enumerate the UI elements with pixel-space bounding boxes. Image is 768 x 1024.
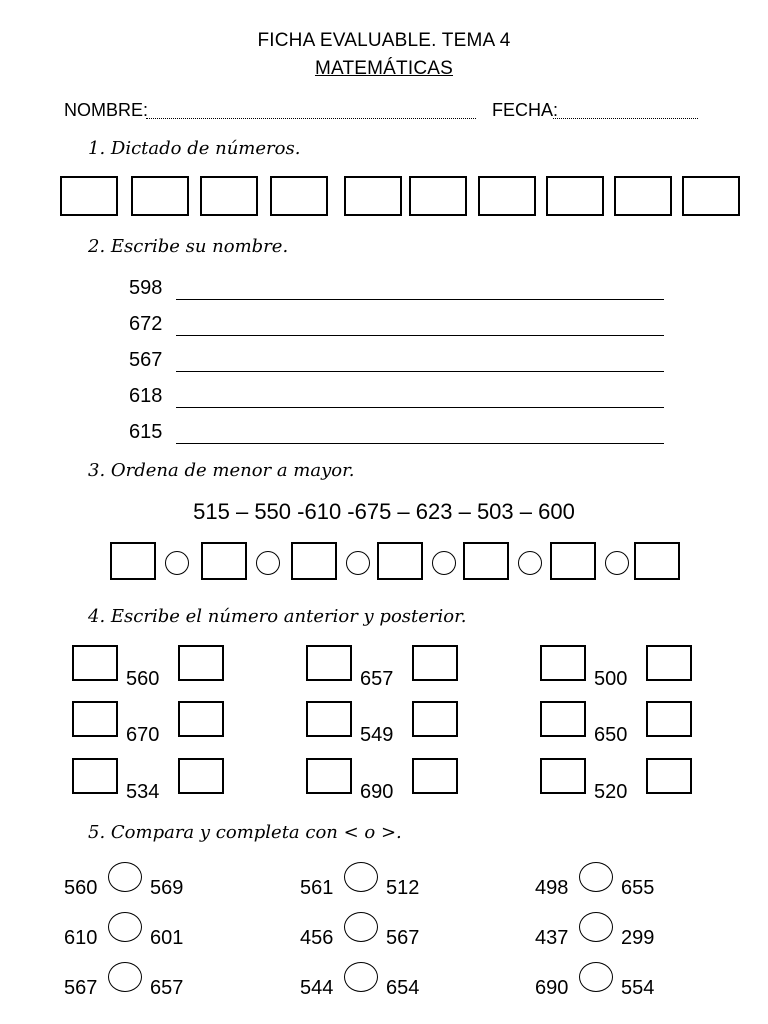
compare-circle[interactable]	[108, 862, 142, 892]
compare-circle[interactable]	[579, 862, 613, 892]
compare-circle[interactable]	[579, 962, 613, 992]
previous-number-box[interactable]	[306, 701, 352, 737]
compare-right-number: 601	[150, 927, 184, 949]
section-1-heading: 1. Dictado de números.	[88, 138, 301, 159]
dictation-box[interactable]	[682, 176, 740, 216]
compare-right-number: 512	[386, 877, 420, 899]
compare-left-number: 498	[535, 877, 569, 899]
order-circle[interactable]	[518, 551, 542, 575]
write-row-line[interactable]	[176, 299, 664, 300]
previous-number-box[interactable]	[540, 701, 586, 737]
order-box[interactable]	[110, 542, 156, 580]
dictation-box[interactable]	[344, 176, 402, 216]
order-box[interactable]	[377, 542, 423, 580]
section-2-heading: 2. Escribe su nombre.	[88, 236, 289, 257]
name-field[interactable]	[146, 118, 476, 119]
write-row-number: 567	[129, 349, 163, 371]
order-circle[interactable]	[165, 551, 189, 575]
compare-circle[interactable]	[108, 912, 142, 942]
dictation-box[interactable]	[60, 176, 118, 216]
name-label: NOMBRE:	[64, 100, 149, 120]
compare-left-number: 567	[64, 977, 98, 999]
next-number-box[interactable]	[646, 701, 692, 737]
next-number-box[interactable]	[412, 701, 458, 737]
order-circle[interactable]	[605, 551, 629, 575]
write-row-line[interactable]	[176, 371, 664, 372]
compare-right-number: 569	[150, 877, 184, 899]
worksheet-subject	[0, 58, 768, 80]
dictation-box[interactable]	[131, 176, 189, 216]
given-number: 690	[360, 781, 394, 803]
order-sequence: 515 – 550 -610 -675 – 623 – 503 – 600	[193, 499, 575, 524]
compare-right-number: 655	[621, 877, 655, 899]
next-number-box[interactable]	[412, 758, 458, 794]
order-circle[interactable]	[256, 551, 280, 575]
compare-circle[interactable]	[344, 962, 378, 992]
write-row-number: 618	[129, 385, 163, 407]
dictation-box[interactable]	[478, 176, 536, 216]
compare-circle[interactable]	[344, 912, 378, 942]
next-number-box[interactable]	[646, 758, 692, 794]
given-number: 520	[594, 781, 628, 803]
dictation-box[interactable]	[200, 176, 258, 216]
next-number-box[interactable]	[646, 645, 692, 681]
given-number: 549	[360, 724, 394, 746]
next-number-box[interactable]	[412, 645, 458, 681]
previous-number-box[interactable]	[72, 701, 118, 737]
write-row-line[interactable]	[176, 443, 664, 444]
write-row-line[interactable]	[176, 335, 664, 336]
order-box[interactable]	[463, 542, 509, 580]
compare-right-number: 554	[621, 977, 655, 999]
previous-number-box[interactable]	[306, 758, 352, 794]
compare-right-number: 299	[621, 927, 655, 949]
dictation-box[interactable]	[546, 176, 604, 216]
dictation-box[interactable]	[270, 176, 328, 216]
date-label: FECHA:	[492, 100, 559, 120]
write-row-number: 598	[129, 277, 163, 299]
next-number-box[interactable]	[178, 758, 224, 794]
section-5-heading: 5. Compara y completa con < o >.	[88, 822, 402, 843]
next-number-box[interactable]	[178, 701, 224, 737]
given-number: 534	[126, 781, 160, 803]
given-number: 657	[360, 668, 394, 690]
dictation-box[interactable]	[614, 176, 672, 216]
compare-left-number: 561	[300, 877, 334, 899]
compare-left-number: 437	[535, 927, 569, 949]
compare-left-number: 560	[64, 877, 98, 899]
worksheet-title: FICHA EVALUABLE. TEMA 4	[257, 30, 511, 51]
order-circle[interactable]	[432, 551, 456, 575]
previous-number-box[interactable]	[72, 758, 118, 794]
write-row-line[interactable]	[176, 407, 664, 408]
compare-left-number: 690	[535, 977, 569, 999]
given-number: 560	[126, 668, 160, 690]
order-box[interactable]	[291, 542, 337, 580]
compare-circle[interactable]	[108, 962, 142, 992]
order-box[interactable]	[201, 542, 247, 580]
previous-number-box[interactable]	[72, 645, 118, 681]
compare-left-number: 544	[300, 977, 334, 999]
dictation-box[interactable]	[409, 176, 467, 216]
section-4-heading: 4. Escribe el número anterior y posterior.	[88, 606, 467, 627]
compare-right-number: 654	[386, 977, 420, 999]
write-row-number: 615	[129, 421, 163, 443]
previous-number-box[interactable]	[540, 645, 586, 681]
write-row-number: 672	[129, 313, 163, 335]
compare-left-number: 456	[300, 927, 334, 949]
compare-right-number: 567	[386, 927, 420, 949]
order-circle[interactable]	[346, 551, 370, 575]
subject-label: MATEMÁTICAS	[314, 58, 454, 79]
given-number: 650	[594, 724, 628, 746]
previous-number-box[interactable]	[306, 645, 352, 681]
given-number: 670	[126, 724, 160, 746]
compare-circle[interactable]	[344, 862, 378, 892]
compare-circle[interactable]	[579, 912, 613, 942]
section-3-heading: 3. Ordena de menor a mayor.	[88, 460, 355, 481]
next-number-box[interactable]	[178, 645, 224, 681]
given-number: 500	[594, 668, 628, 690]
compare-left-number: 610	[64, 927, 98, 949]
previous-number-box[interactable]	[540, 758, 586, 794]
date-field[interactable]	[553, 118, 698, 119]
order-box[interactable]	[634, 542, 680, 580]
order-box[interactable]	[550, 542, 596, 580]
compare-right-number: 657	[150, 977, 184, 999]
